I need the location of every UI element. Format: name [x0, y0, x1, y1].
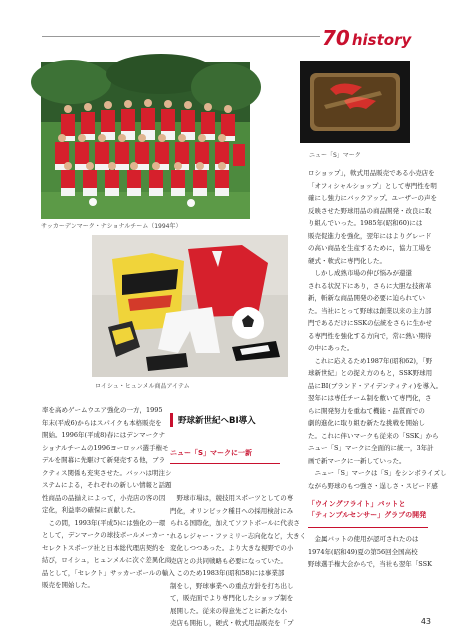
product-items-photo [92, 235, 288, 377]
body-text-left-column [42, 404, 175, 592]
history-word: history [351, 31, 412, 49]
body-text-right-column [308, 167, 447, 492]
subheading-bat-glove-development [308, 499, 426, 521]
text-line: らに開発努力を重ねて機能・品質面での [308, 406, 425, 415]
text-line: 金属バットの使用が認可されたのは [308, 535, 419, 543]
subheading-line: 「ティンプルセンサー」グラブの開発 [308, 511, 427, 519]
text-line: て，販売面でより専門化したショップ制を [170, 594, 294, 602]
text-line: 年末(平成6)からはスパイクも本格販売を [42, 418, 162, 427]
section-heading [170, 410, 298, 430]
text-line: 品として，「セレクト」サッカーボールの輸入 [42, 568, 175, 577]
text-line: 開始。1996年(平成8)春にはデンマークナ [42, 431, 166, 439]
text-line: される状況下にあり，さらに大胆な技術革 [308, 281, 432, 290]
text-line: る専門性を強化する方向で，常に熱い期待 [308, 331, 432, 340]
text-line: 門化，オリンピック種目への採用検討にみ [170, 506, 294, 515]
text-line: 1974年(昭和49)夏の第56回全国高校 [308, 547, 418, 556]
text-line: た。当社にとって野球は創業以来の主力部 [308, 306, 432, 315]
section-heading-bar [170, 413, 173, 427]
text-line: この間，1993年(平成5)には強化の一環 [42, 518, 166, 527]
text-line: ニュー「S」マークは「S」をシンボライズし [308, 469, 447, 477]
text-line: 確にし強力にバックアップ。ユーザーの声を [308, 194, 438, 202]
text-line: 野球市場は，競技用スポーツとしての専 [170, 494, 294, 502]
text-line: の中にあった。 [308, 344, 354, 352]
text-line: られる国際化，加えてソフトボールに代表さ [170, 519, 300, 527]
text-line: 売店との共同戦略も必要になっていた。 [170, 556, 287, 565]
product-photo-caption: ロイシュ・ヒュンメル商品アイテム [95, 383, 190, 390]
text-line: ステムによる，それぞれの新しい情報と話題 [42, 481, 172, 489]
text-line: り組んでいった。1985年(昭和60)には [308, 219, 423, 227]
text-line: 反映させた野球用品の商品開発・改良に取 [308, 206, 432, 215]
section-title-70-history [322, 26, 432, 48]
body-text-middle-column [170, 492, 307, 630]
text-line: れるレジャー・ファミリー志向化など，大きく [170, 531, 307, 540]
text-line: 売店も開拓し，硬式・軟式用品販売を「プ [170, 619, 294, 627]
text-line: 結び，ロイシュ，ヒュンメルに次ぐ差異化商 [42, 556, 172, 564]
text-line: た。これに伴いマークも従来の「SSK」から [308, 431, 439, 440]
text-line: ロショップ」，軟式用品販売である小売店を [308, 169, 435, 177]
text-line: このため1983年(昭和58)には事業部 [170, 569, 285, 577]
text-line: セレクトスポーツ社と日本総代理店契約を [42, 543, 166, 552]
text-line: クティス関係も充実させた。バッハは明注シ [42, 468, 172, 477]
text-line: 制をし，野球事業への重点方針を打ち出し [170, 581, 294, 590]
subheading-new-s-mark: ニュー「S」マークに一新 [170, 449, 253, 457]
body-text-right-column-bottom [308, 533, 432, 571]
text-line: 定化，利益率の確保に貢献した。 [42, 506, 140, 514]
subheading-line: 「ウイングフライト」バットと [308, 500, 406, 508]
text-line: 劇的進化に取り組む新たな挑戦を開始し [308, 419, 425, 427]
text-line: 販売を開始した。 [42, 581, 94, 589]
text-line: 品にBI(ブランド・アイデンティティ)を導入。 [308, 381, 443, 390]
text-line: ながら野球のもつ強さ・逞しさ・スピード感 [308, 481, 438, 490]
text-line: 性商品の品揃えによって，小売店の客の因 [42, 493, 166, 502]
text-line: 「オフィシャルショップ」として専門性を明 [308, 181, 437, 190]
subheading-rule [170, 463, 280, 464]
text-line: 新，斬新な商品開発の必要に迫られてい [308, 294, 425, 302]
text-line: ニュー「S」マークに全面的に統一，3年計 [308, 444, 434, 452]
section-heading-text: 野球新世紀へBI導入 [178, 416, 256, 426]
text-line: 変化しつつあった。より大きな視野での小 [170, 544, 294, 552]
text-line: 展開した。従来の得意先ごとに新たな小 [170, 606, 287, 615]
new-s-mark-photo [300, 61, 410, 143]
history-number: 70 [322, 26, 350, 50]
text-line: 翌年には専任チーム制を敷いて専門化，さ [308, 394, 432, 402]
text-line: しかし成熟市場の伸び悩みが還還 [308, 269, 412, 277]
text-line: 硬式・軟式に専門化した。 [308, 256, 386, 265]
text-line: 販売促進力を強化，翌年にはよりグレード [308, 231, 432, 240]
text-line: 率を高めゲームウエア強化の一方，1995 [42, 406, 163, 414]
text-line: として，デンマークの球技ボールメーカー・ [42, 531, 172, 539]
header-rule [42, 36, 320, 37]
subheading-rule [308, 527, 428, 528]
text-line: ショナルチームの1996ヨーロッパ選手権モ [42, 443, 169, 452]
text-line: 画で新マークに一新していった。 [308, 456, 406, 465]
mark-photo-caption: ニュー「S」マーク [309, 152, 361, 159]
page-number: 43 [420, 617, 431, 626]
text-line: 門であるだけにSSKの伝統をさらに生かせ [308, 319, 433, 327]
text-line: これに応えるため1987年(昭和62)，「野 [308, 356, 433, 365]
text-line: 野球選手権大会からで，当社も翌年「SSK [308, 560, 432, 568]
text-line: の高い商品を生産するために，協力工場を [308, 244, 432, 252]
team-photo-caption: サッカーデンマーク・ナショナルチーム（1994年） [41, 223, 182, 230]
text-line: デルを開幕に先駆けて新発売する他，ブラ [42, 456, 166, 464]
team-photo [41, 62, 250, 219]
text-line: 球新世紀」との捉え方のもと，SSK野球用 [308, 369, 433, 377]
